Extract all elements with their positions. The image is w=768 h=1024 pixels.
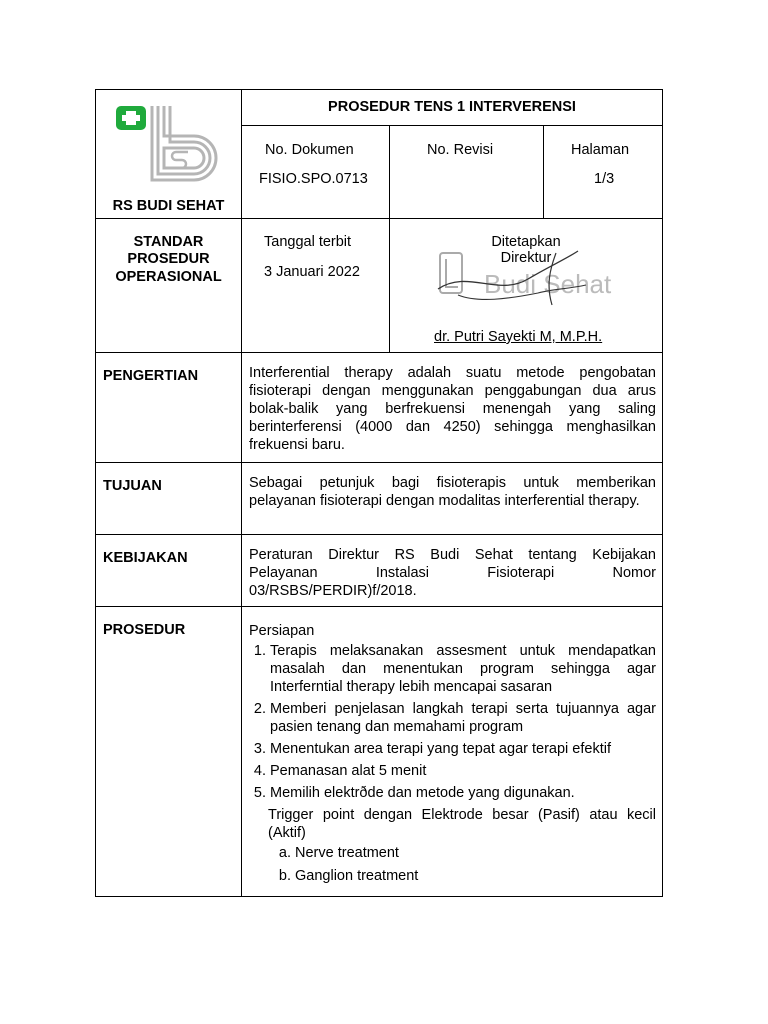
section-text: Peraturan Direktur RS Budi Sehat tentang Kebijakan Pelayanan Instalasi Fisioterapi Nomor 03/RSBS/PERDIR)f/2018. <box>249 547 656 599</box>
procedure-sub-steps <box>249 844 656 885</box>
list-item: b. Ganglion treatment <box>295 867 656 885</box>
sop-label: STANDAR PROSEDUR OPERASIONAL <box>115 234 222 285</box>
page-cell <box>544 126 662 218</box>
section-prosedur <box>96 607 663 897</box>
list-item: 5. Memilih elektrðde dan metode yang digunakan. <box>270 784 656 802</box>
issue-date-label: Tanggal terbit <box>264 234 352 250</box>
document-meta <box>242 126 662 218</box>
section-label: PROSEDUR <box>103 622 186 638</box>
procedure-lead: Persiapan <box>249 623 315 639</box>
section-label: KEBIJAKAN <box>103 550 188 566</box>
list-item: 1. Terapis melaksanakan assesment untuk mendapatkan masalah dan menentukan program sehingga agar Interferntial therapy lebih mencapai sasaran <box>270 642 656 696</box>
section-pengertian <box>96 353 663 463</box>
doc-number-cell <box>242 126 390 218</box>
page-label: Halaman <box>571 142 630 158</box>
hospital-logo-icon <box>114 102 224 192</box>
approver-name: dr. Putri Sayekti M, M.P.H. <box>434 329 603 345</box>
hospital-name: RS BUDI SEHAT <box>112 198 225 214</box>
section-text: Interferential therapy adalah suatu metode pengobatan fisioterapi dengan menggunakan penggabungan dua arus bolak-balik yang berfrekuensi menengah yang saling berinterferensi (4000 dan 4250) sehingga menghasilkan frekuensi baru. <box>249 365 656 453</box>
procedure-body <box>242 607 662 896</box>
header-info-cell <box>242 90 663 219</box>
list-item: a. Nerve treatment <box>295 844 656 862</box>
approver-title: Direktur <box>500 250 552 266</box>
revision-cell <box>390 126 544 218</box>
issue-date-cell <box>242 219 390 352</box>
list-item: 3. Menentukan area terapi yang tepat agar terapi efektif <box>270 740 656 758</box>
sop-info-cell <box>242 219 663 353</box>
section-kebijakan <box>96 535 663 607</box>
list-item: 2. Memberi penjelasan langkah terapi serta tujuannya agar pasien tenang dan memahami program <box>270 700 656 736</box>
spo-table <box>95 89 663 897</box>
issue-date-value: 3 Januari 2022 <box>264 264 360 280</box>
svg-text:Budi Sehat: Budi Sehat <box>484 269 612 299</box>
procedure-trigger-note: Trigger point dengan Elektrode besar (Pasif) atau kecil (Aktif) <box>268 807 656 841</box>
section-label: PENGERTIAN <box>103 368 199 384</box>
procedure-steps <box>249 642 656 802</box>
spo-document <box>95 89 663 897</box>
doc-number-value: FISIO.SPO.0713 <box>259 171 368 187</box>
hospital-logo-cell <box>96 90 242 219</box>
page-value: 1/3 <box>594 171 615 187</box>
approved-label: Ditetapkan <box>491 234 561 250</box>
list-item: 4. Pemanasan alat 5 menit <box>270 762 656 780</box>
revision-label: No. Revisi <box>427 142 494 158</box>
doc-number-label: No. Dokumen <box>265 142 354 158</box>
sop-label-cell <box>96 219 242 353</box>
section-tujuan <box>96 463 663 535</box>
approval-cell <box>390 219 662 352</box>
section-text: Sebagai petunjuk bagi fisioterapis untuk memberikan pelayanan fisioterapi dengan modalitas interferential therapy. <box>249 475 656 509</box>
document-title: PROSEDUR TENS 1 INTERVERENSI <box>242 90 662 126</box>
section-label: TUJUAN <box>103 478 162 494</box>
